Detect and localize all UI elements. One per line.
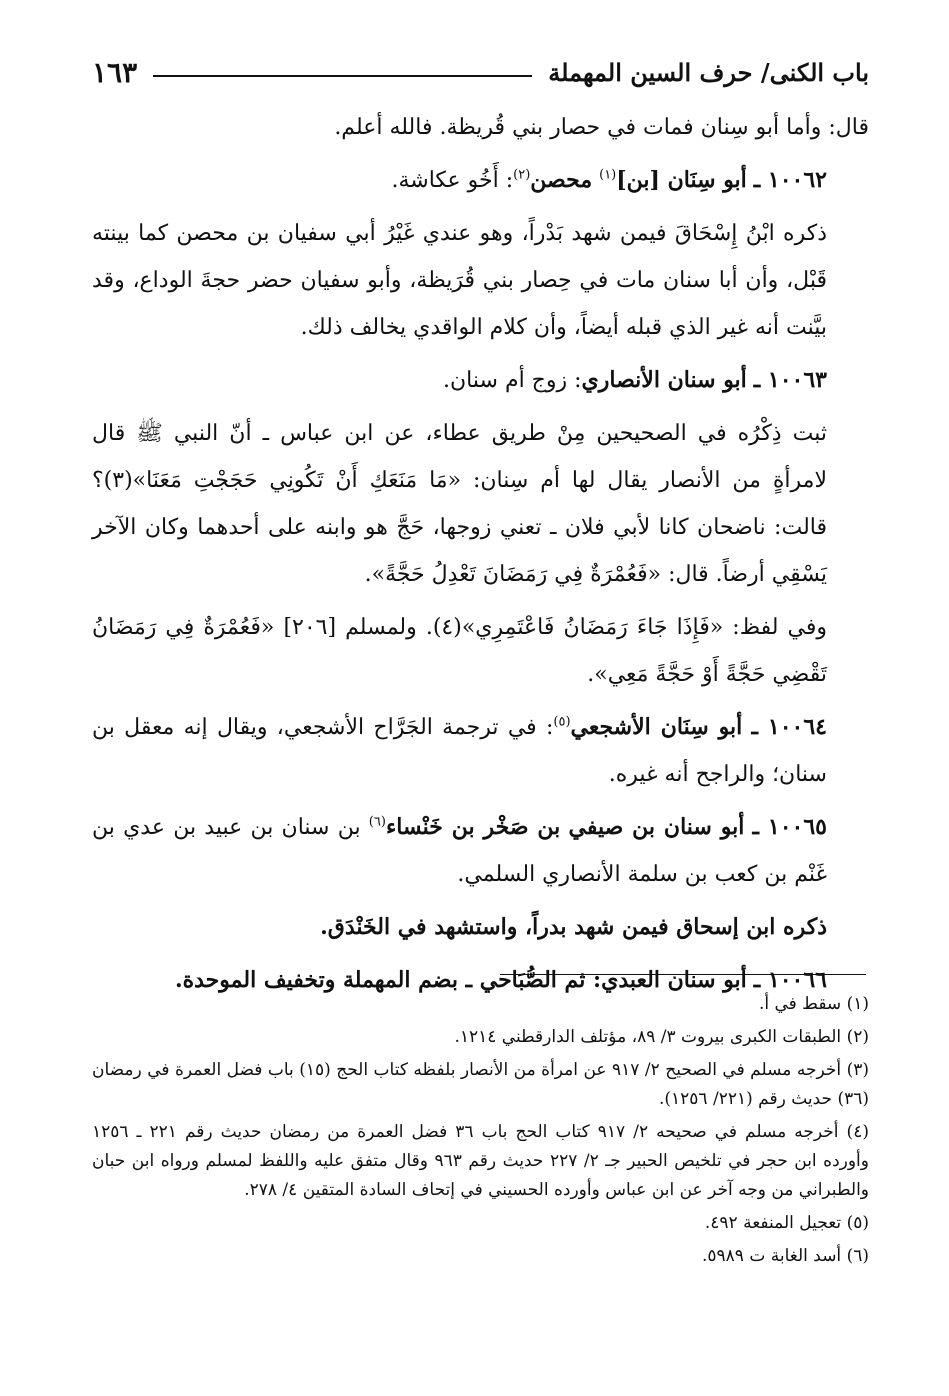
footnote (92, 1242, 869, 1271)
footnote-separator (500, 974, 866, 975)
footnote-text: سقط في أ. (758, 994, 842, 1014)
footnote-text: الطبقات الكبرى بيروت ٣/ ٨٩، مؤتلف الدارقطني ١٢١٤. (454, 1027, 842, 1047)
entry-name: أبو سنان العبدي (601, 967, 747, 993)
entry-text: : زوج أم سنان. (443, 368, 582, 393)
entry-name: أبو سِنَان [بن] (616, 167, 747, 193)
running-head: باب الكنى/ حرف السين المهملة (548, 57, 869, 87)
paragraph-text: ذكره ابن إسحاق فيمن شهد بدراً، واستشهد في الخَنْدَق. (320, 914, 827, 940)
page-header (92, 52, 869, 92)
paragraph-text: ثبت ذِكْرُه في الصحيحين مِنْ طريق عطاء، عن ابن عباس ـ أنّ النبي ﷺ قال لامرأةٍ من الأنصار يقال لها أم سِنان: «مَا مَنَعَكِ أَنْ تَكُونِي حَجَجْتِ مَعَنَا»(٣)؟ قالت: ناضحان كانا لأبي فلان ـ تعني زوجها، حَجَّ هو وابنه على أحدهما وكان الآخر يَسْقِي أرضاً. قال: «فَعُمْرَةٌ فِي رَمَضَانَ تَعْدِلُ حَجَّةً». (92, 421, 827, 587)
paragraph-text: قال: وأما أبو سِنان فمات في حصار بني قُريظة. فالله أعلم. (334, 115, 869, 140)
footnote-ref[interactable]: (٥) (553, 714, 571, 730)
paragraph-text: وفي لفظ: «فَإِذَا جَاءَ رَمَضَانُ فَاعْتَمِرِي»(٤). ولمسلم [٢٠٦] «فَعُمْرَةٌ فِي رَمَضَانُ تَقْضِي حَجَّةً أَوْ حَجَّةً مَعِي». (92, 615, 827, 687)
footnote-text: أسد الغابة ت ٥٩٨٩. (701, 1246, 842, 1266)
footnote-ref[interactable]: (٦) (368, 814, 386, 830)
entry-number: ١٠٠٦٥ ـ (752, 814, 827, 840)
entry-name-continued: محصن (530, 167, 593, 193)
header-rule (153, 75, 532, 77)
paragraph (92, 210, 869, 351)
footnote (92, 1118, 869, 1205)
footnote-number: (٤) (846, 1122, 869, 1142)
footnote-number: (٢) (846, 1027, 869, 1047)
footnotes (92, 990, 869, 1275)
footnote-number: (٦) (846, 1246, 869, 1266)
entry-number: ١٠٠٦٦ ـ (753, 967, 827, 993)
entry-number: ١٠٠٦٤ ـ (751, 714, 827, 740)
paragraph (92, 604, 869, 698)
footnote (92, 1056, 869, 1114)
footnote-number: (٥) (846, 1213, 869, 1233)
entry-10064 (92, 704, 869, 798)
entry-text: : ثم الصُّبَاحي ـ بضم المهملة وتخفيف الموحدة. (174, 967, 602, 993)
entry-name: أبو سنان بن صيفي (568, 814, 745, 840)
paragraph (92, 904, 869, 951)
footnote-text: تعجيل المنفعة ٤٩٢. (704, 1213, 842, 1233)
footnote-ref[interactable]: (١) (599, 167, 617, 183)
entry-text: : في ترجمة الجَرَّاح الأشجعي، ويقال إنه معقل بن سنان؛ والراجح أنه غيره. (92, 715, 827, 787)
footnote-number: (١) (846, 994, 869, 1014)
footnote (92, 1023, 869, 1052)
page-number: ١٦٣ (92, 55, 138, 89)
main-text (92, 104, 869, 1010)
entry-number: ١٠٠٦٢ ـ (753, 167, 827, 193)
entry-10062 (92, 157, 869, 204)
footnote (92, 990, 869, 1019)
footnote-text: أخرجه مسلم في الصحيح ٢/ ٩١٧ عن امرأة من الأنصار بلفظه كتاب الحج (١٥) باب فضل العمرة في رمضان (٣٦) حديث رقم (٢٢١/ ١٢٥٦). (92, 1060, 869, 1109)
entry-number: ١٠٠٦٣ ـ (753, 367, 827, 393)
paragraph (92, 104, 869, 151)
footnote (92, 1209, 869, 1238)
entry-name-continued: بن صَخْر بن خَنْساء (385, 814, 561, 840)
paragraph (92, 410, 869, 598)
entry-name: أبو سنان الأنصاري (581, 367, 747, 393)
entry-name: أبو سِنَان الأشجعي (570, 714, 743, 740)
footnote-number: (٣) (846, 1060, 869, 1080)
footnote-ref[interactable]: (٢) (513, 167, 531, 183)
entry-10065 (92, 804, 869, 898)
paragraph-text: ذكره ابْنُ إِسْحَاقَ فيمن شهد بَدْراً، وهو عندي غَيْرُ أبي سفيان بن محصن كما بينته قَبْل، وأن أبا سنان مات في حِصار بني قُرَيظة، وأبو سفيان حضر حجةَ الوداع، وقد بيَّنت أنه غير الذي قبله أيضاً، وأن كلام الواقدي يخالف ذلك. (92, 221, 827, 340)
entry-text: : أَخُو عكاشة. (391, 168, 514, 193)
entry-10063 (92, 357, 869, 404)
entry-text: بن سنان بن عبيد بن عدي بن غَنْم بن كعب بن سلمة الأنصاري السلمي. (92, 815, 827, 887)
footnote-text: أخرجه مسلم في صحيحه ٢/ ٩١٧ كتاب الحج باب ٣٦ فضل العمرة من رمضان حديث رقم ٢٢١ ـ ١٢٥٦ وأورده ابن حجر في تلخيص الحبير جـ ٢/ ٢٢٧ حديث رقم ٩٦٣ وقال متفق عليه واللفظ لمسلم ورواه ابن حبان والطبراني من وجه آخر عن ابن عباس وأورده الحسيني في إتحاف السادة المتقين ٤/ ٢٧٨. (92, 1122, 869, 1200)
